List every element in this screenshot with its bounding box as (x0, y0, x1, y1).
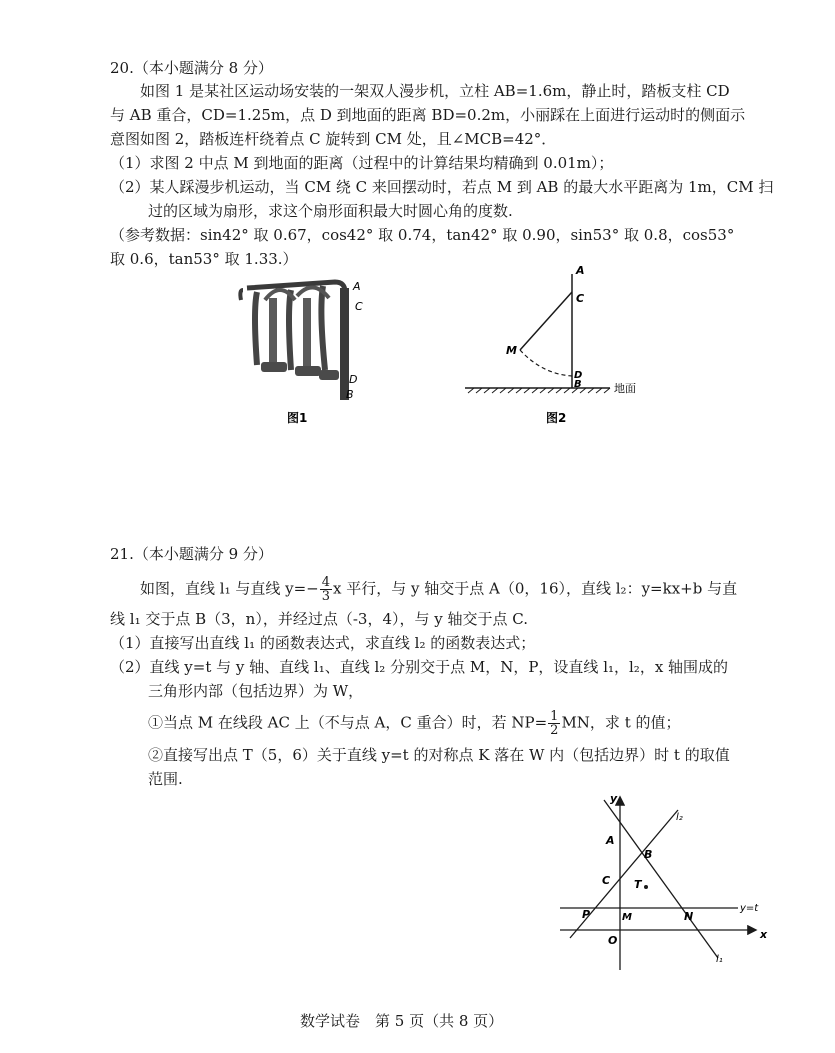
q21-p1-post: x 平行，与 y 轴交于点 A（0，16），直线 l₂：y=kx+b 与直 (333, 579, 738, 598)
fig2-label-c: C (576, 292, 585, 305)
q20-reference-2: 取 0.6，tan53° 取 1.33.） (110, 250, 298, 268)
q21-header: 21.（本小题满分 9 分） (110, 545, 273, 563)
fig2-label-b: B (574, 379, 582, 390)
fig2-label-m: M (506, 344, 517, 357)
q21-case-1 (148, 710, 681, 737)
q20-subquestion-2a: （2）某人踩漫步机运动，当 CM 绕 C 来回摆动时，若点 M 到 AB 的最大水平距离为 1m，CM 扫 (110, 178, 774, 196)
fig1-label-c: C (355, 300, 363, 313)
fig1-label-b: B (346, 388, 354, 401)
fig2-ground-label: 地面 (614, 382, 636, 395)
q21-c1-post: MN，求 t 的值； (561, 713, 681, 732)
q21-p1-pre: 如图，直线 l₁ 与直线 y=− (140, 579, 319, 598)
q21-case-2a: ②直接写出点 T（5，6）关于直线 y=t 的对称点 K 落在 W 内（包括边界）时 t 的取值 (148, 746, 730, 764)
graph-label-n: N (684, 910, 694, 923)
graph-label-l2: l₂ (676, 812, 683, 823)
q21-frac1-num: 4 (321, 575, 331, 590)
q21-c1-pre: ①当点 M 在线段 AC 上（不与点 A，C 重合）时，若 NP= (148, 713, 548, 732)
q21-subquestion-2a: （2）直线 y=t 与 y 轴、直线 l₁、直线 l₂ 分别交于点 M，N，P，设直线 l₁，l₂，x 轴围成的 (110, 658, 729, 676)
q21-coordinate-graph (560, 790, 780, 975)
q20-subquestion-1: （1）求图 2 中点 M 到地面的距离（过程中的计算结果均精确到 0.01m）； (110, 154, 614, 172)
q21-frac2-num: 1 (550, 709, 559, 724)
graph-label-y-equals-t: y=t (740, 903, 759, 914)
fig2-caption: 图2 (546, 411, 567, 425)
q21-fraction-4-3 (320, 576, 332, 603)
q20-paragraph-3: 意图如图 2，踏板连杆绕着点 C 旋转到 CM 处，且∠MCB=42°． (110, 130, 557, 148)
fig2-label-d: D (574, 370, 583, 381)
graph-label-a: A (606, 834, 615, 847)
q20-header: 20.（本小题满分 8 分） (110, 59, 273, 77)
graph-label-m: M (622, 912, 632, 923)
figure-2-side-view (460, 262, 680, 432)
graph-label-t: T (634, 878, 642, 891)
fig2-label-a: A (576, 264, 585, 277)
graph-label-y: y (610, 792, 618, 805)
graph-label-o: O (608, 934, 618, 947)
graph-label-b: B (644, 848, 653, 861)
q20-paragraph-1: 如图 1 是某社区运动场安装的一架双人漫步机，立柱 AB=1.6m，静止时，踏板支柱 CD (140, 82, 730, 100)
q21-case-2b: 范围. (148, 770, 183, 788)
graph-label-l1: l₁ (716, 954, 723, 965)
fig1-caption: 图1 (287, 411, 308, 425)
q21-paragraph-1 (140, 576, 737, 603)
graph-label-p: P (582, 908, 591, 921)
q20-reference-1: （参考数据：sin42° 取 0.67，cos42° 取 0.74，tan42° 取 0.90，sin53° 取 0.8，cos53° (110, 226, 735, 244)
page-footer: 数学试卷 第 5 页（共 8 页） (300, 1012, 504, 1030)
q21-frac1-den: 3 (321, 589, 331, 604)
q21-fraction-1-2 (548, 710, 560, 737)
q20-subquestion-2b: 过的区域为扇形，求这个扇形面积最大时圆心角的度数. (148, 202, 513, 220)
q21-subquestion-2b: 三角形内部（包括边界）为 W， (148, 682, 364, 700)
q20-paragraph-2: 与 AB 重合，CD=1.25m，点 D 到地面的距离 BD=0.2m，小丽踩在上面进行运动时的侧面示 (110, 106, 746, 124)
q21-paragraph-2: 线 l₁ 交于点 B（3，n），并经过点（-3，4），与 y 轴交于点 C. (110, 610, 528, 628)
q21-frac2-den: 2 (550, 723, 559, 738)
graph-label-c: C (602, 874, 611, 887)
q21-subquestion-1: （1）直接写出直线 l₁ 的函数表达式，求直线 l₂ 的函数表达式； (110, 634, 536, 652)
fig1-label-d: D (349, 373, 358, 386)
fig1-label-a: A (353, 280, 361, 293)
graph-label-x: x (760, 928, 768, 941)
figure-1-walking-machine (235, 270, 375, 430)
